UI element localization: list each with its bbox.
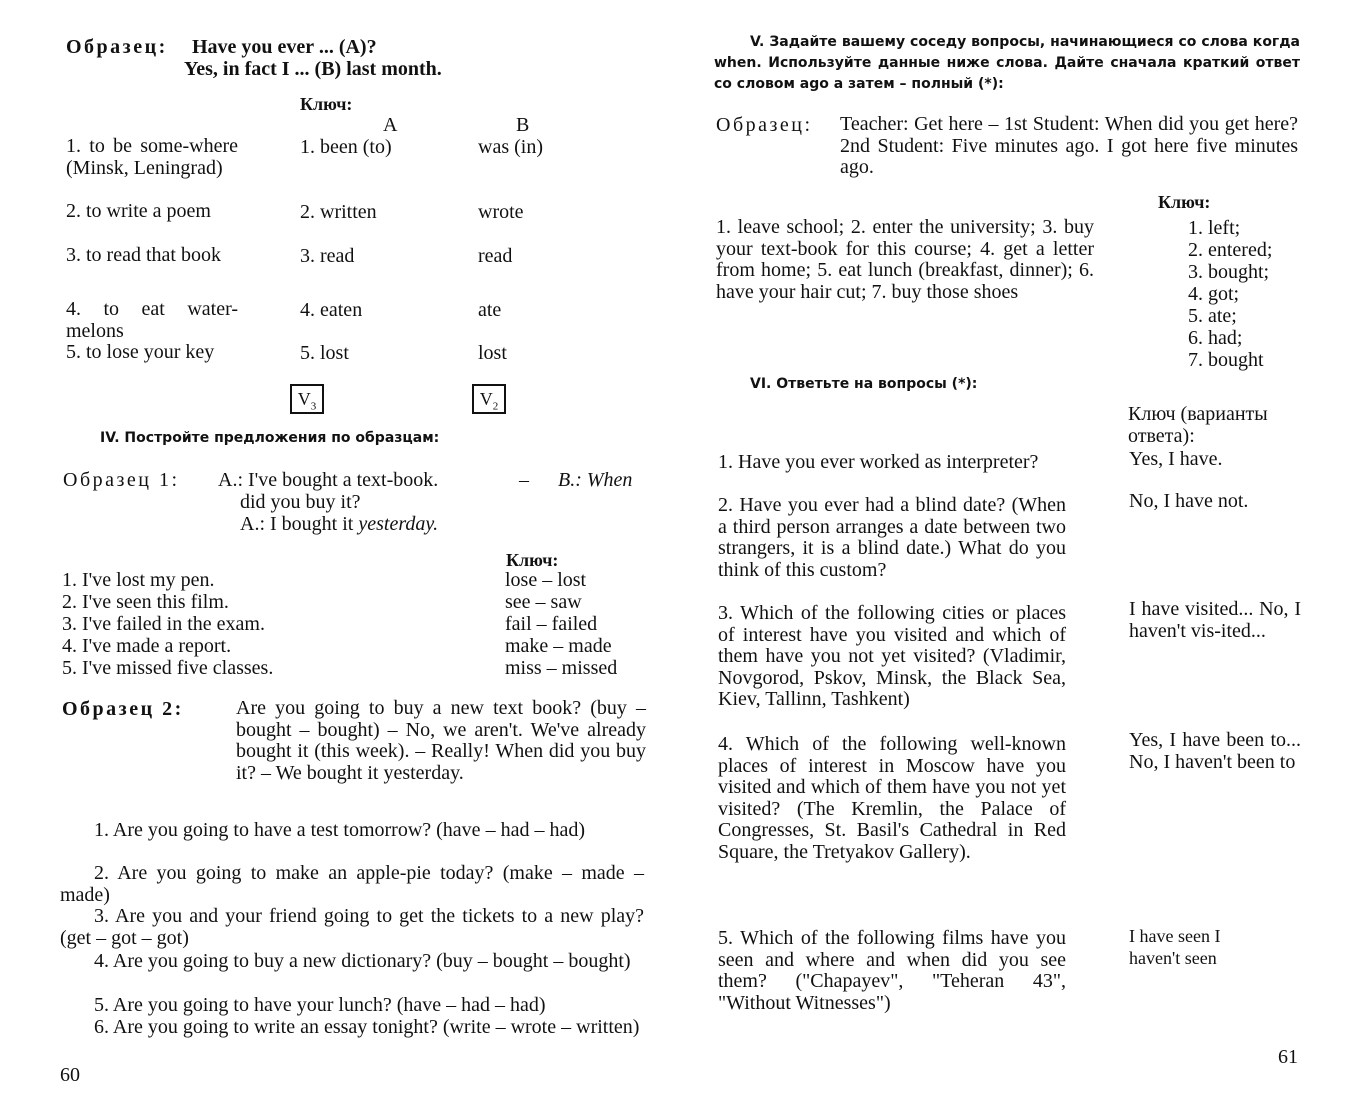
page-number: 61 [1278, 1046, 1298, 1068]
key-item: 1. left; [1188, 217, 1241, 239]
table-row-a: 3. read [300, 245, 355, 267]
list-item-key: fail – failed [505, 613, 598, 635]
table-row-a: 1. been (to) [300, 136, 392, 158]
column-b-header: B [516, 114, 530, 136]
key-2-label: Ключ: [506, 550, 559, 570]
key-6-label: Ключ (варианты ответа): [1128, 403, 1268, 447]
question: 2. Have you ever had a blind date? (When a third person arranges a date between two strangers, it is a blind date.) What do you think of this custom? [718, 494, 1066, 581]
sample-line-2: Yes, in fact I ... (B) last month. [184, 58, 442, 80]
sample-2-text: Are you going to buy a new text book? (buy – bought – bought) – No, we aren't. We've already bought it (this week). – Really! When did you buy it? – We bought it yesterday. [236, 697, 646, 784]
sample-1-line-2: did you buy it? [240, 491, 361, 513]
table-row-b: wrote [478, 201, 524, 223]
list-item: 2. Are you going to make an apple-pie today? (make – made – made) [60, 862, 644, 906]
sample-1-label: Образец 1: [63, 469, 180, 491]
question: 3. Which of the following cities or places of interest have you visited and which of them have you not yet visited? (Vladimir, Novgorod, Pskov, Minsk, the Black Sea, Kiev, Tallinn, Tashkent) [718, 602, 1066, 711]
sample-text: Teacher: Get here – 1st Student: When did you get here? 2nd Student: Five minutes ago. I got here five minutes ago. [840, 113, 1298, 179]
key-item: 3. bought; [1188, 261, 1270, 283]
table-row-a: 4. eaten [300, 299, 363, 321]
key-label: Ключ: [300, 94, 353, 114]
answer: I have visited... No, I haven't vis-ited... [1129, 598, 1301, 642]
sample-1-a1: A.: I've bought a text-book. [218, 469, 439, 491]
sample-label: Образец: [66, 36, 168, 58]
answer: I have seen I haven't seen [1129, 926, 1221, 968]
answer: No, I have not. [1129, 490, 1249, 512]
key-label: Ключ: [1158, 192, 1211, 212]
sample-label: Образец: [716, 114, 813, 136]
list-item: 6. Are you going to write an essay tonight? (write – wrote – written) [94, 1016, 640, 1038]
list-item: 4. Are you going to buy a new dictionary? (buy – bought – bought) [94, 950, 631, 972]
table-row-a: 2. written [300, 201, 377, 223]
column-a-header: A [383, 114, 398, 136]
sample-1-b1: B.: When [558, 469, 633, 491]
key-item: 5. ate; [1188, 305, 1237, 327]
key-item: 2. entered; [1188, 239, 1273, 261]
answer: Yes, I have. [1129, 448, 1223, 470]
table-row-item: 2. to write a poem [66, 200, 211, 222]
table-row-b: was (in) [478, 136, 543, 158]
key-item: 6. had; [1188, 327, 1243, 349]
task-list: 1. leave school; 2. enter the university; 3. buy your text-book for this course; 4. get a letter from home; 5. eat lunch (breakfast, dinner); 6. have your hair cut; 7. buy those shoes [716, 216, 1094, 303]
table-row-item: 1. to be some-where (Minsk, Leningrad) [66, 135, 238, 179]
sample-line-1: Have you ever ... (A)? [192, 36, 377, 58]
sample-1-dash: – [519, 469, 529, 491]
list-item-key: see – saw [505, 591, 582, 613]
table-row-a: 5. lost [300, 342, 349, 364]
section-4-title: IV. Постройте предложения по образцам: [100, 430, 440, 446]
sample-2-label: Образец 2: [62, 698, 184, 720]
question: 1. Have you ever worked as interpreter? [718, 451, 1039, 473]
list-item-key: lose – lost [505, 569, 587, 591]
table-row-b: lost [478, 342, 507, 364]
list-item: 1. I've lost my pen. [62, 569, 215, 591]
section-5-title: V. Задайте вашему соседу вопросы, начинающиеся со слова когда when. Используйте данные ниже слова. Дайте сначала краткий ответ со словом ago а затем – полный (*): [714, 34, 1300, 92]
table-row-b: ate [478, 299, 502, 321]
list-item: 5. Are you going to have your lunch? (have – had – had) [94, 994, 546, 1016]
list-item: 3. Are you and your friend going to get the tickets to a new play? (get – got – got) [60, 905, 644, 949]
sample-1-a2: A.: I bought it yesterday. [240, 513, 439, 535]
question: 4. Which of the following well-known places of interest in Moscow have you visited and which of them have you not yet visited? (The Kremlin, the Palace of Congresses, St. Basil's Cathedral in Red Square, the Tretyakov Gallery). [718, 733, 1066, 863]
section-6-title: VI. Ответьте на вопросы (*): [750, 376, 978, 392]
list-item: 1. Are you going to have a test tomorrow? (have – had – had) [94, 819, 585, 841]
table-row-item: 4. to eat water-melons [66, 298, 238, 342]
v2-box: $V_2$ [472, 384, 506, 414]
table-row-b: read [478, 245, 513, 267]
key-item: 4. got; [1188, 283, 1240, 305]
list-item: 3. I've failed in the exam. [62, 613, 265, 635]
table-row-item: 3. to read that book [66, 244, 221, 266]
key-item: 7. bought [1188, 349, 1264, 371]
list-item-key: miss – missed [505, 657, 618, 679]
answer: Yes, I have been to... No, I haven't been to [1129, 729, 1301, 773]
page-number: 60 [60, 1064, 80, 1086]
list-item: 5. I've missed five classes. [62, 657, 274, 679]
left-page [0, 0, 672, 1114]
list-item: 4. I've made a report. [62, 635, 232, 657]
table-row-item: 5. to lose your key [66, 341, 215, 363]
list-item: 2. I've seen this film. [62, 591, 229, 613]
right-page [672, 0, 1345, 1114]
list-item-key: make – made [505, 635, 612, 657]
question: 5. Which of the following films have you seen and where and when did you see them? ("Chapayev", "Teheran 43", "Without Witnesses") [718, 927, 1066, 1014]
v3-box: $V_3$ [290, 384, 324, 414]
